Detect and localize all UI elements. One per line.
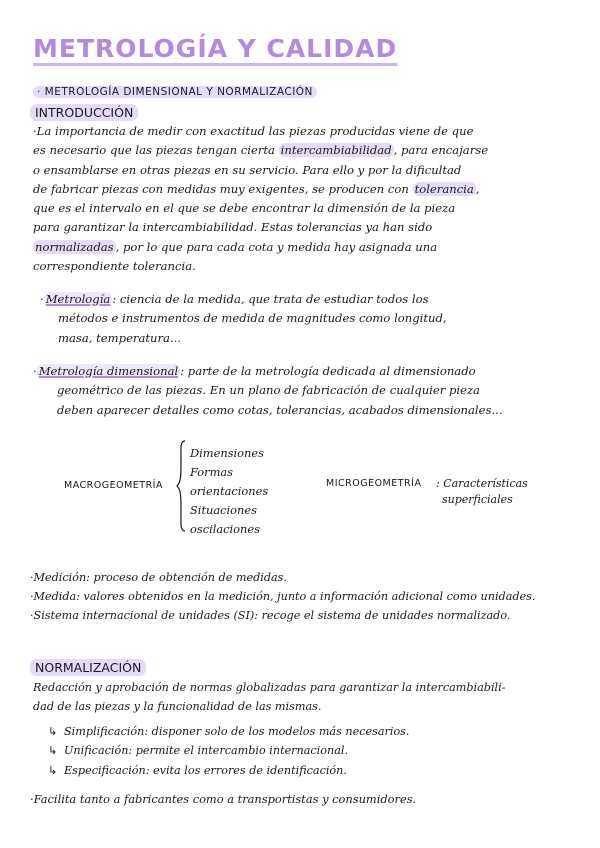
- microgeometria-desc: [436, 476, 528, 508]
- macro-item-dimensiones: Dimensiones: [190, 446, 264, 460]
- term-metrologia-dimensional: Metrología dimensional: [38, 364, 179, 378]
- metrologia-line-2: métodos e instrumentos de medida de magnitudes como longitud,: [58, 311, 447, 326]
- arrow-icon: ↳: [48, 763, 58, 777]
- intro-line-2: es necesario que las piezas tengan cierta intercambiabilidad , para encajarse: [33, 143, 489, 158]
- highlight-tolerancia: tolerancia: [414, 181, 474, 196]
- intro-line-1: ·La importancia de medir con exactitud las piezas producidas viene de que: [33, 124, 474, 138]
- highlight-intercambiabilidad: intercambiabilidad: [280, 143, 392, 158]
- normalizacion-heading: NORMALIZACIÓN: [30, 659, 146, 676]
- macro-item-formas: Formas: [190, 465, 234, 479]
- metrologia-dim-line-2: geométrico de las piezas. En un plano de fabricación de cualquier pieza: [57, 383, 480, 398]
- macro-item-orientaciones: orientaciones: [190, 484, 269, 498]
- intro-line-8: correspondiente tolerancia.: [33, 259, 196, 274]
- definitions-list: [30, 568, 535, 625]
- intro-paragraph: [33, 122, 488, 276]
- intro-line-4: de fabricar piezas con medidas muy exigentes, se producen con tolerancia ,: [33, 181, 480, 196]
- metrologia-dim-block: [33, 362, 503, 420]
- normalizacion-paragraph: [33, 678, 506, 717]
- intro-line-7: normalizadas , por lo que para cada cota y medida hay asignada una: [35, 239, 438, 254]
- intro-line-5: que es el intervalo en el que se debe encontrar la dimensión de la pieza: [33, 201, 456, 216]
- arrow-icon: ↳: [48, 725, 58, 738]
- normalizacion-bullets: [48, 722, 409, 780]
- term-metrologia: Metrología: [45, 292, 111, 306]
- macrogeometria-label: MACROGEOMETRÍA: [64, 480, 163, 491]
- subheading-text: · METROLOGÍA DIMENSIONAL Y NORMALIZACIÓN: [33, 86, 317, 98]
- macro-item-situaciones: Situaciones: [190, 503, 257, 517]
- arrow-icon: ↳: [48, 744, 58, 758]
- subheading: [33, 86, 317, 98]
- highlight-normalizadas: normalizadas: [35, 239, 114, 254]
- def-medida: ·Medida: valores obtenidos en la medición, junto a información adicional como unidades.: [30, 590, 536, 603]
- norm-line-1: Redacción y aprobación de normas globalizadas para garantizar la intercambiabili-: [33, 681, 506, 694]
- def-medicion: ·Medición: proceso de obtención de medidas.: [30, 571, 287, 584]
- curly-brace-icon: [176, 440, 186, 532]
- norm-line-2: dad de las piezas y la funcionalidad de las mismas.: [33, 700, 322, 714]
- macrogeometria-list: [190, 444, 268, 539]
- intro-line-3: o ensamblarse en otras piezas en su servicio. Para ello y por la dificultad: [33, 162, 462, 177]
- norm-bullet-simplificacion: ↳ Simplificación: disponer solo de los modelos más necesarios.: [48, 722, 409, 741]
- intro-heading: INTRODUCCIÓN: [30, 104, 138, 121]
- norm-bullet-especificacion: ↳ Especificación: evita los errores de identificación.: [48, 761, 409, 780]
- page-title: METROLOGÍA Y CALIDAD: [33, 34, 398, 63]
- norm-bullet-unificacion: ↳ Unificación: permite el intercambio internacional.: [48, 741, 409, 760]
- metrologia-line-1: · Metrología : ciencia de la medida, que trata de estudiar todos los: [40, 292, 429, 306]
- metrologia-block: [40, 290, 447, 348]
- def-si: ·Sistema internacional de unidades (SI): recoge el sistema de unidades normalizado.: [30, 609, 511, 622]
- normalizacion-final: ·Facilita tanto a fabricantes como a transportistas y consumidores.: [30, 792, 417, 806]
- micro-desc-line-2: superficiales: [442, 493, 513, 506]
- macro-item-oscilaciones: oscilaciones: [190, 522, 260, 536]
- microgeometria-label: MICROGEOMETRÍA: [326, 478, 422, 489]
- intro-line-6: para garantizar la intercambiabilidad. Estas tolerancias ya han sido: [33, 220, 433, 235]
- metrologia-dim-line-1: · Metrología dimensional : parte de la metrología dedicada al dimensionado: [33, 364, 476, 378]
- metrologia-line-3: masa, temperatura...: [58, 330, 182, 345]
- micro-desc-line-1: : Características: [436, 477, 528, 490]
- metrologia-dim-line-3: deben aparecer detalles como cotas, tolerancias, acabados dimensionales...: [57, 402, 503, 417]
